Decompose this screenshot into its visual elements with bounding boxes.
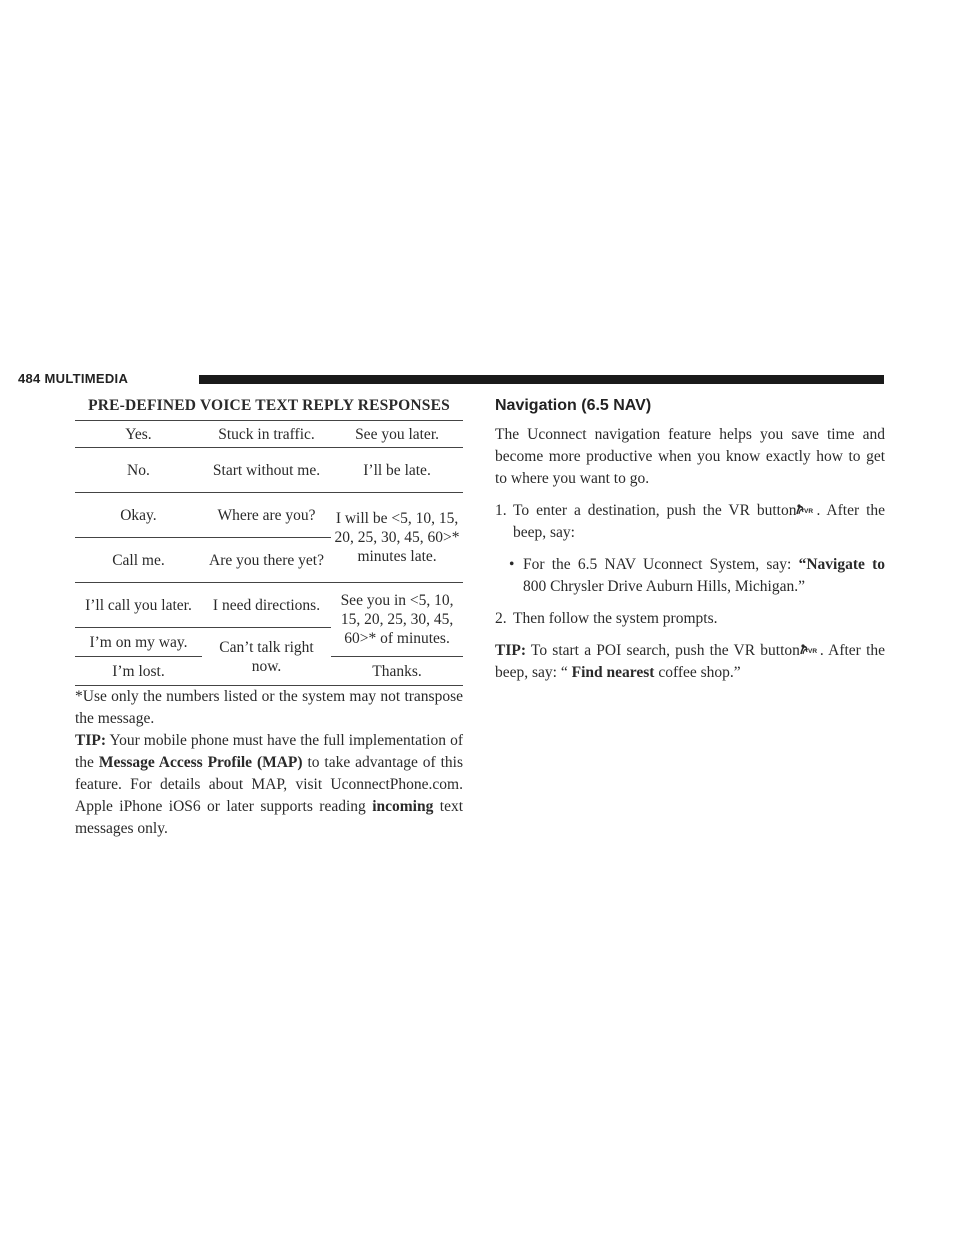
table-cell: I need directions. <box>202 583 331 628</box>
page-header <box>18 371 884 387</box>
table-cell: I’ll be late. <box>331 448 463 493</box>
tip-paragraph <box>75 730 463 840</box>
right-column <box>495 396 885 684</box>
tip-text: text messages only. <box>75 798 464 837</box>
bullet-dot: • <box>509 556 515 573</box>
tip-label: TIP: <box>495 642 526 659</box>
tip-text: Your mobile phone must have the full implementation of the <box>75 732 463 771</box>
step-number: 1. <box>495 502 507 519</box>
table-row <box>75 583 463 628</box>
step-2 <box>495 608 885 630</box>
intro-paragraph: The Uconnect navigation feature helps you save time and become more productive when you know exactly how to get to where you want to go. <box>495 426 885 487</box>
left-column <box>75 396 463 840</box>
bullet-item <box>495 554 885 598</box>
table-cell: See you in <5, 10, 15, 20, 25, 30, 45, 60>* of minutes. <box>331 583 463 657</box>
step-text: . After the beep, say: <box>513 502 886 541</box>
tip-bold-incoming: incoming <box>372 798 434 815</box>
voice-recognition-icon <box>800 642 820 656</box>
table-cell: See you later. <box>331 421 463 448</box>
tip-label: TIP: <box>75 732 106 749</box>
table-row <box>75 421 463 448</box>
header-rule <box>199 375 884 384</box>
svg-text:VR: VR <box>807 648 817 655</box>
voice-recognition-icon <box>796 502 816 516</box>
step-1 <box>495 500 885 544</box>
section-heading: Navigation (6.5 NAV) <box>495 397 652 414</box>
table-cell: Are you there yet? <box>202 538 331 583</box>
table-cell: I’m lost. <box>75 657 202 686</box>
step-text: To enter a destination, push the VR button <box>513 502 797 519</box>
table-cell: Start without me. <box>202 448 331 493</box>
table-cell: Yes. <box>75 421 202 448</box>
table-cell: Call me. <box>75 538 202 583</box>
tip-paragraph <box>495 640 885 684</box>
table-cell: No. <box>75 448 202 493</box>
tip-text: to take advantage of this feature. For details about MAP, visit UconnectPhone.com. Apple iPhone iOS6 or later supports reading <box>75 754 463 815</box>
table-row <box>75 493 463 538</box>
table-title: PRE-DEFINED VOICE TEXT REPLY RESPONSES <box>88 397 450 414</box>
bullet-text: 800 Chrysler Drive Auburn Hills, Michigan.” <box>523 578 805 595</box>
svg-text:VR: VR <box>804 508 814 515</box>
table-cell: Okay. <box>75 493 202 538</box>
table-cell: Can’t talk right now. <box>202 628 331 686</box>
step-text: Then follow the system prompts. <box>513 610 718 627</box>
voice-reply-table <box>75 420 463 686</box>
table-cell: I’ll call you later. <box>75 583 202 628</box>
step-number: 2. <box>495 610 507 627</box>
page-label: 484 MULTIMEDIA <box>18 371 129 386</box>
table-cell: I will be <5, 10, 15, 20, 25, 30, 45, 60>* minutes late. <box>331 493 463 583</box>
table-footnote: *Use only the numbers listed or the system may not transpose the message. <box>75 688 463 727</box>
table-cell: I’m on my way. <box>75 628 202 657</box>
tip-bold-map: Message Access Profile (MAP) <box>98 754 303 771</box>
table-cell: Thanks. <box>331 657 463 686</box>
table-cell: Stuck in traffic. <box>202 421 331 448</box>
tip-bold: Find nearest <box>571 664 655 681</box>
bullet-bold: “Navigate to <box>798 556 886 573</box>
table-row <box>75 448 463 493</box>
bullet-text: For the 6.5 NAV Uconnect System, say: <box>523 556 799 573</box>
tip-text: coffee shop.” <box>654 664 741 681</box>
tip-text: To start a POI search, push the VR button <box>526 642 800 659</box>
tip-text: . After the beep, say: “ <box>495 642 885 681</box>
table-cell: Where are you? <box>202 493 331 538</box>
